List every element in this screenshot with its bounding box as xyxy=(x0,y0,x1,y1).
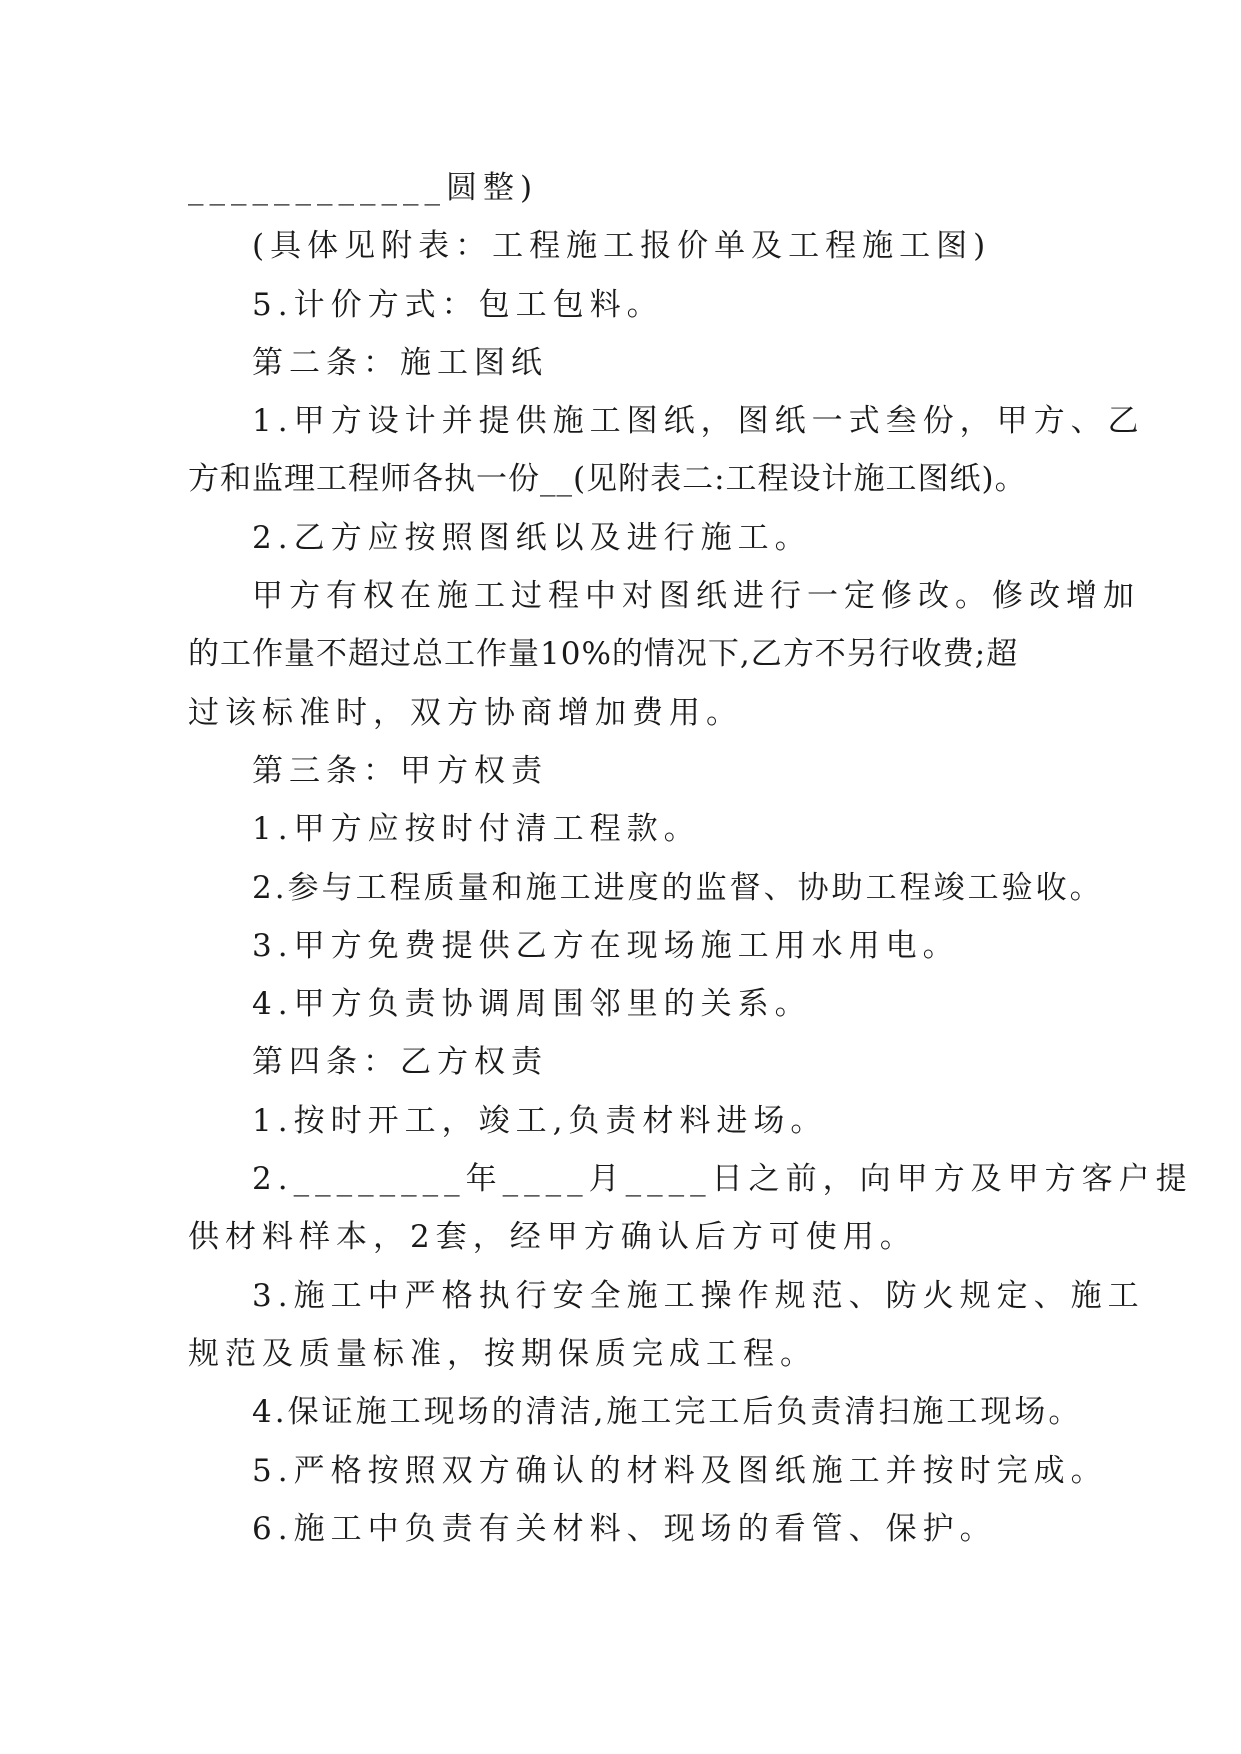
text-line: 2.乙方应按照图纸以及进行施工。 xyxy=(252,519,812,556)
text-line: 5.严格按照双方确认的材料及图纸施工并按时完成。 xyxy=(252,1452,1108,1489)
text-line: 方和监理工程师各执一份__(见附表二:工程设计施工图纸)。 xyxy=(188,461,1027,498)
text-line: 4.保证施工现场的清洁,施工完工后负责清扫施工现场。 xyxy=(252,1394,1083,1431)
text-line: 3.甲方免费提供乙方在现场施工用水用电。 xyxy=(252,927,960,964)
text-line: 规范及质量标准，按期保质完成工程。 xyxy=(188,1335,817,1372)
text-line: 第二条：施工图纸 xyxy=(252,344,548,381)
text-line: 1.甲方设计并提供施工图纸，图纸一式叁份，甲方、乙 xyxy=(252,403,1145,440)
text-line: 5.计价方式：包工包料。 xyxy=(252,286,664,323)
text-line: 供材料样本，2套，经甲方确认后方可使用。 xyxy=(188,1219,917,1256)
text-line: 甲方有权在施工过程中对图纸进行一定修改。修改增加 xyxy=(252,578,1140,615)
text-line: 2.参与工程质量和施工进度的监督、协助工程竣工验收。 xyxy=(252,869,1104,906)
text-line: 1.按时开工，竣工,负责材料进场。 xyxy=(252,1102,828,1139)
text-line: 第四条：乙方权责 xyxy=(252,1044,548,1081)
text-line: 第三条：甲方权责 xyxy=(252,752,548,789)
text-line: 2.________年____月____日之前，向甲方及甲方客户提 xyxy=(252,1161,1193,1198)
text-line: 的工作量不超过总工作量10%的情况下,乙方不另行收费;超 xyxy=(188,636,1019,673)
text-line: 1.甲方应按时付清工程款。 xyxy=(252,811,701,848)
text-line: ____________圆整) xyxy=(188,170,539,206)
text-line: 3.施工中严格执行安全施工操作规范、防火规定、施工 xyxy=(252,1277,1145,1314)
text-line: 4.甲方负责协调周围邻里的关系。 xyxy=(252,986,812,1023)
document-body xyxy=(188,159,1193,1558)
text-line: 6.施工中负责有关材料、现场的看管、保护。 xyxy=(252,1510,997,1547)
text-line: (具体见附表：工程施工报价单及工程施工图) xyxy=(252,228,992,265)
text-line: 过该标准时，双方协商增加费用。 xyxy=(188,694,743,731)
